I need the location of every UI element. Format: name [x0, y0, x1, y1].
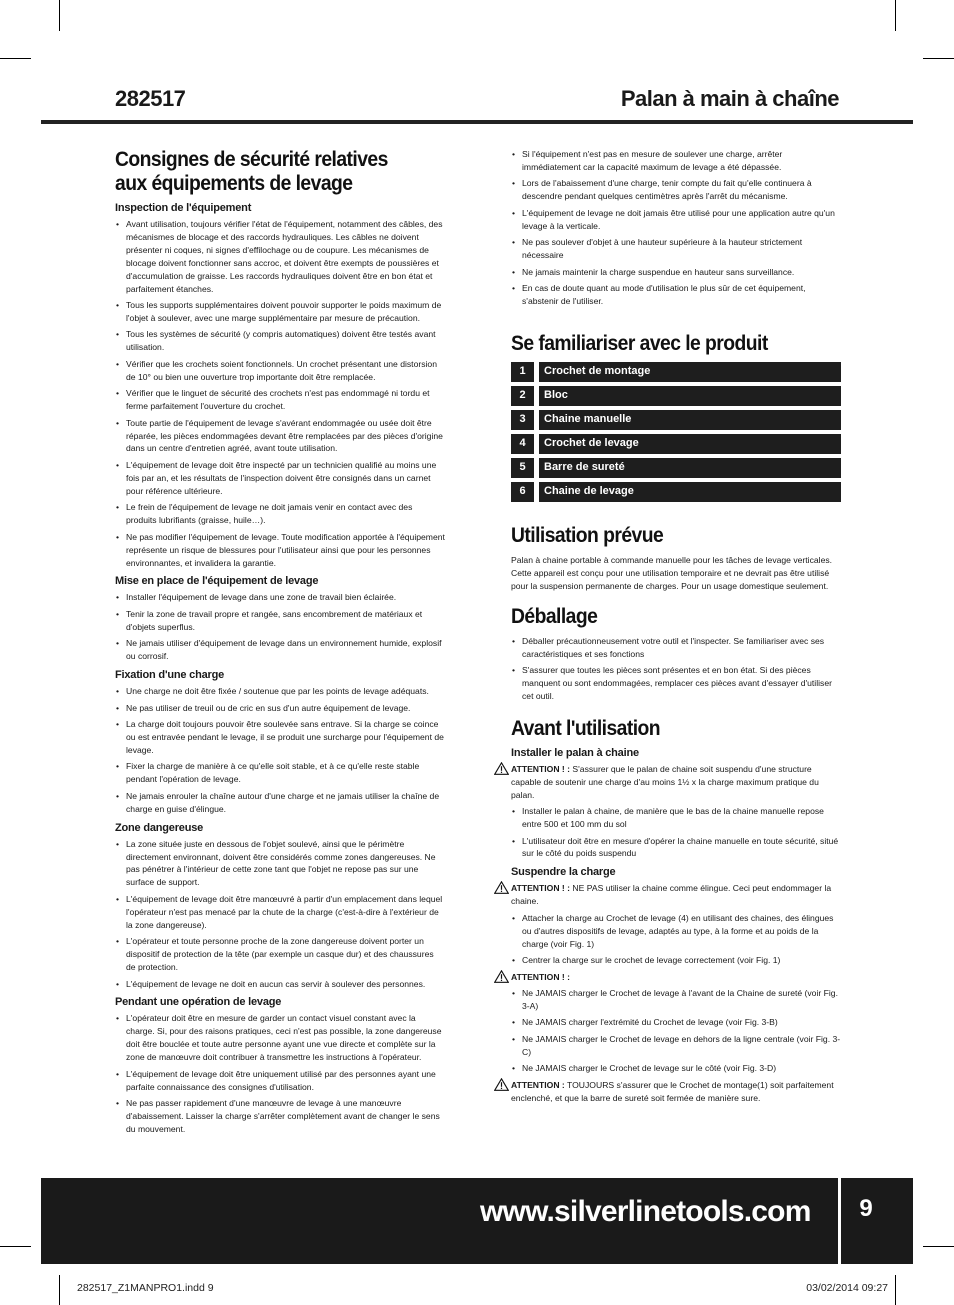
- warning-text: NE PAS utiliser la chaine comme élingue. Ceci peut endommager la chaine.: [511, 883, 832, 907]
- list-item: • Vérifier que le linguet de sécurité des crochets n'est pas endommagé ni tordu et ferme parfaitement l'ouverture du crochet.: [115, 387, 445, 413]
- warning-label: ATTENTION ! :: [511, 971, 571, 982]
- list-item: • Tenir la zone de travail propre et rangée, sans encombrement de matériaux et d'objets superflus.: [115, 608, 445, 634]
- part-number: 3: [511, 410, 534, 430]
- list-item: • Déballer précautionneusement votre outil et l'inspecter. Se familiariser avec ses caractéristiques et ses fonctions: [511, 635, 841, 661]
- list-item: • En cas de doute quant au mode d'utilisation le plus sûr de cet équipement, s'abstenir de l'utiliser.: [511, 282, 841, 308]
- warning-note: [511, 1079, 841, 1105]
- list-item: • Une charge ne doit être fixée / soutenue que par les points de levage adéquats.: [115, 685, 445, 698]
- list-item: • L'équipement de levage doit être inspecté par un technicien qualifié au moins une fois par an, et les résultats de l'inspection doivent être consignés dans un carnet pour référence ultérieure.: [115, 459, 445, 498]
- warning-triangle-icon: [494, 1078, 509, 1091]
- list-item: • Ne jamais enrouler la chaîne autour d'une charge et ne jamais utiliser la chaîne de charge en guise d'élingue.: [115, 790, 445, 816]
- list-item: • Ne jamais utiliser d'équipement de levage dans un environnement humide, explosif ou corrosif.: [115, 637, 445, 663]
- list-item: • Si l'équipement n'est pas en mesure de soulever une charge, arrêter immédiatement car la capacité maximum de levage a été dépassée.: [511, 148, 841, 174]
- file-slug: 282517_Z1MANPRO1.indd 9: [77, 1282, 214, 1294]
- list-item: • Ne JAMAIS charger l'extrémité du Crochet de levage (voir Fig. 3-B): [511, 1016, 841, 1029]
- crop-mark: [59, 0, 60, 31]
- before-use-section: [511, 717, 841, 1105]
- warning-text: TOUJOURS s'assurer que le Crochet de montage(1) soit parfaitement enclenché, et que la barre de sureté soit fermée de manière sure.: [511, 1079, 834, 1103]
- bullet-list: [115, 591, 445, 663]
- crop-mark: [0, 58, 31, 59]
- list-item: • Centrer la charge sur le crochet de levage correctement (voir Fig. 1): [511, 954, 841, 967]
- header-rule: [41, 120, 913, 124]
- left-column: [115, 148, 445, 1139]
- warning-triangle-icon: [494, 762, 509, 775]
- page-number: 9: [859, 1195, 873, 1222]
- list-item: • L'équipement de levage doit être manœuvré à partir d'un emplacement dans lequel l'opérateur n'est pas menacé par la chute de la charge (c'est-à-dire à l'extérieur de la zone dangereuse).: [115, 893, 445, 932]
- part-number: 6: [511, 482, 534, 502]
- before-use-heading: Avant l'utilisation: [511, 716, 661, 740]
- part-label: Crochet de levage: [539, 434, 841, 454]
- page-title: Palan à main à chaîne: [620, 86, 839, 111]
- bullet-list: [511, 148, 841, 308]
- list-item: • Ne pas modifier l'équipement de levage. Toute modification apportée à l'équipement représente un risque de blessures pour l'utilisateur ainsi que pour les personnes environnantes, et invalidera la garantie.: [115, 531, 445, 570]
- section-title: Installer le palan à chaine: [511, 746, 639, 759]
- intended-use-section: [511, 524, 841, 593]
- part-row: [511, 362, 841, 382]
- list-item: • Ne pas soulever d'objet à une hauteur supérieure à la hauteur strictement nécessaire: [511, 236, 841, 262]
- list-item: • Lors de l'abaissement d'une charge, tenir compte du fait qu'elle continuera à descendre pendant quelques centimètres après l'arrêt du mécanisme.: [511, 177, 841, 203]
- section-title: Pendant une opération de levage: [115, 996, 282, 1009]
- bullet-list: [511, 987, 841, 1075]
- part-row: [511, 482, 841, 502]
- part-number: 4: [511, 434, 534, 454]
- part-label: Crochet de montage: [539, 362, 841, 382]
- list-item: • Installer le palan à chaine, de manière que le bas de la chaine manuelle repose entre 500 et 100 mm du sol: [511, 805, 841, 831]
- crop-mark: [895, 1275, 896, 1305]
- part-row: [511, 410, 841, 430]
- list-item: • L'utilisateur doit être en mesure d'opérer la chaine manuelle en toute sécurité, situé sur le côté du poids suspendu: [511, 835, 841, 861]
- safety-heading: Consignes de sécurité relatives aux équipements de levage: [115, 148, 388, 195]
- list-item: • La zone située juste en dessous de l'objet soulevé, ainsi que le périmètre directement environnant, doivent être considérés comme zones dangereuses. Ne pas pénétrer à l'intérieur de cette zone tant que l'objet ne repose pas sur une surface de support.: [115, 838, 445, 890]
- section-title: Inspection de l'équipement: [115, 202, 252, 214]
- part-label: Chaine manuelle: [539, 410, 841, 430]
- list-item: • S'assurer que toutes les pièces sont présentes et en bon état. Si des pièces manquent ou sont endommagées, remplacer ces pièces avant d'essayer d'utiliser cet outil.: [511, 664, 841, 703]
- part-row: [511, 434, 841, 454]
- intended-use-heading: Utilisation prévue: [511, 523, 664, 547]
- crop-mark: [0, 1246, 31, 1247]
- warning-note: [511, 882, 841, 908]
- list-item: • Tous les systèmes de sécurité (y compris automatiques) doivent être testés avant utilisation.: [115, 328, 445, 354]
- list-item: • Vérifier que les crochets soient fonctionnels. Un crochet présentant une distorsion de 10° ou bien une ouverture trop importante doit être remplacée.: [115, 358, 445, 384]
- list-item: • L'équipement de levage ne doit en aucun cas servir à soulever des personnes.: [115, 978, 445, 991]
- list-item: • L'équipement de levage doit être uniquement utilisé par des personnes ayant une parfaite connaissance des consignes d'utilisation.: [115, 1068, 445, 1094]
- warning-triangle-icon: [494, 970, 509, 983]
- list-item: • L'opérateur doit être en mesure de garder un contact visuel constant avec la charge. Si, pour des raisons pratiques, ceci n'est pas possible, la zone dangereuse doit être bouclée et toute autre personne ayant une vue directe et complète sur la zone de manœuvre doit contribuer à transmettre les instructions à l'opérateur.: [115, 1012, 445, 1064]
- warning-note: [511, 763, 841, 802]
- part-number: 2: [511, 386, 534, 406]
- list-item: • Le frein de l'équipement de levage ne doit jamais venir en contact avec des produits lubrifiants (graisse, huile…).: [115, 501, 445, 527]
- list-item: • L'opérateur et toute personne proche de la zone dangereuse doivent porter un dispositif de protection de la tête (par exemple un casque dur) et des chaussures de protection.: [115, 935, 445, 974]
- bullet-list: [511, 635, 841, 703]
- section-title: Mise en place de l'équipement de levage: [115, 575, 319, 588]
- unpacking-heading: Déballage: [511, 604, 598, 628]
- list-item: • Installer l'équipement de levage dans une zone de travail bien éclairée.: [115, 591, 445, 604]
- list-item: • Ne pas passer rapidement d'une manœuvre de levage à une manœuvre d'abaissement. Laisser la charge s'arrêter complètement avant de changer le sens du mouvement.: [115, 1097, 445, 1136]
- list-item: • Fixer la charge de manière à ce qu'elle soit stable, et à ce qu'elle reste stable pendant l'opération de levage.: [115, 760, 445, 786]
- list-item: • Ne jamais maintenir la charge suspendue en hauteur sans surveillance.: [511, 266, 841, 279]
- product-code: 282517: [115, 86, 186, 111]
- list-item: • L'équipement de levage ne doit jamais être utilisé pour une application autre qu'un levage à la verticale.: [511, 207, 841, 233]
- section-title: Fixation d'une charge: [115, 669, 225, 682]
- part-row: [511, 458, 841, 478]
- warning-label: ATTENTION :: [511, 1079, 565, 1090]
- list-item: • Ne pas utiliser de treuil ou de cric en sus d'un autre équipement de levage.: [115, 702, 445, 715]
- right-column: [511, 148, 841, 1108]
- crop-mark: [923, 58, 954, 59]
- bullet-list: [511, 805, 841, 860]
- crop-mark: [59, 1275, 60, 1305]
- part-label: Barre de sureté: [539, 458, 841, 478]
- list-item: • Attacher la charge au Crochet de levage (4) en utilisant des chaines, des élingues ou d'autres dispositifs de levage, adaptés au type, à la forme et au poids de la charge (voir Fig. 1): [511, 912, 841, 951]
- part-label: Bloc: [539, 386, 841, 406]
- crop-mark: [895, 0, 896, 31]
- warning-triangle-icon: [494, 881, 509, 894]
- website-link[interactable]: www.silverlinetools.com: [480, 1195, 811, 1228]
- bullet-list: [511, 912, 841, 967]
- familiarize-section: [511, 332, 841, 502]
- crop-mark: [923, 1246, 954, 1247]
- part-number: 1: [511, 362, 534, 382]
- part-row: [511, 386, 841, 406]
- list-item: • Toute partie de l'équipement de levage s'avérant endommagée ou usée doit être réparée, les pièces endommagées devant être remplacées par des pièces d'origine dans un centre d'entretien agréé, avant toute utilisation.: [115, 417, 445, 456]
- warning-label: ATTENTION ! :: [511, 763, 571, 774]
- bullet-list: [115, 218, 445, 569]
- list-item: • Ne JAMAIS charger le Crochet de levage en dehors de la ligne centrale (voir Fig. 3-C): [511, 1033, 841, 1059]
- list-item: • Ne JAMAIS charger le Crochet de levage à l'avant de la Chaine de sureté (voir Fig. 3-A): [511, 987, 841, 1013]
- familiarize-heading: Se familiariser avec le produit: [511, 331, 768, 355]
- bullet-list: [115, 685, 445, 816]
- unpacking-section: [511, 605, 841, 703]
- date-slug: 03/02/2014 09:27: [806, 1282, 888, 1294]
- warning-note: [511, 971, 841, 984]
- intended-use-text: Palan à chaine portable à commande manuelle pour les tâches de levage verticales. Cette appareil est conçu pour une utilisation temporaire et ne devrait pas être utilisé pour la suspension permanente de charges. Pour un usage domestique seulement.: [511, 554, 833, 591]
- list-item: • Avant utilisation, toujours vérifier l'état de l'équipement, notamment des câbles, des mécanismes de blocage et des raccords hydrauliques. Les câbles ne doivent présenter ni coques, ni signes d'effilochage ou de coupure. Les mécanismes de blocage doivent fonctionner sans accroc, et doivent être exempts de poussières et d'accumulation de graisse. Les raccords hydrauliques doivent être en bon état et parfaitement étanches.: [115, 218, 445, 295]
- section-title: Zone dangereuse: [115, 821, 204, 834]
- bullet-list: [115, 838, 445, 991]
- list-item: • La charge doit toujours pouvoir être soulevée sans entrave. Si la charge se coince ou est entravée pendant le levage, il se produit une surcharge pour l'équipement de levage.: [115, 718, 445, 757]
- warning-text: S'assurer que le palan de chaine soit suspendu d'une structure capable de soutenir une charge d'au moins 1½ x la charge maximum pratique du palan.: [511, 763, 819, 800]
- list-item: • Tous les supports supplémentaires doivent pouvoir supporter le poids maximum de l'objet à soulever, avec une marge supplémentaire par mesure de précaution.: [115, 299, 445, 325]
- part-number: 5: [511, 458, 534, 478]
- list-item: • Ne JAMAIS charger le Crochet de levage sur le côté (voir Fig. 3-D): [511, 1062, 841, 1075]
- bullet-list: [115, 1012, 445, 1135]
- part-label: Chaine de levage: [539, 482, 841, 502]
- section-title: Suspendre la charge: [511, 866, 616, 879]
- warning-label: ATTENTION ! :: [511, 883, 571, 894]
- parts-list: [511, 362, 841, 502]
